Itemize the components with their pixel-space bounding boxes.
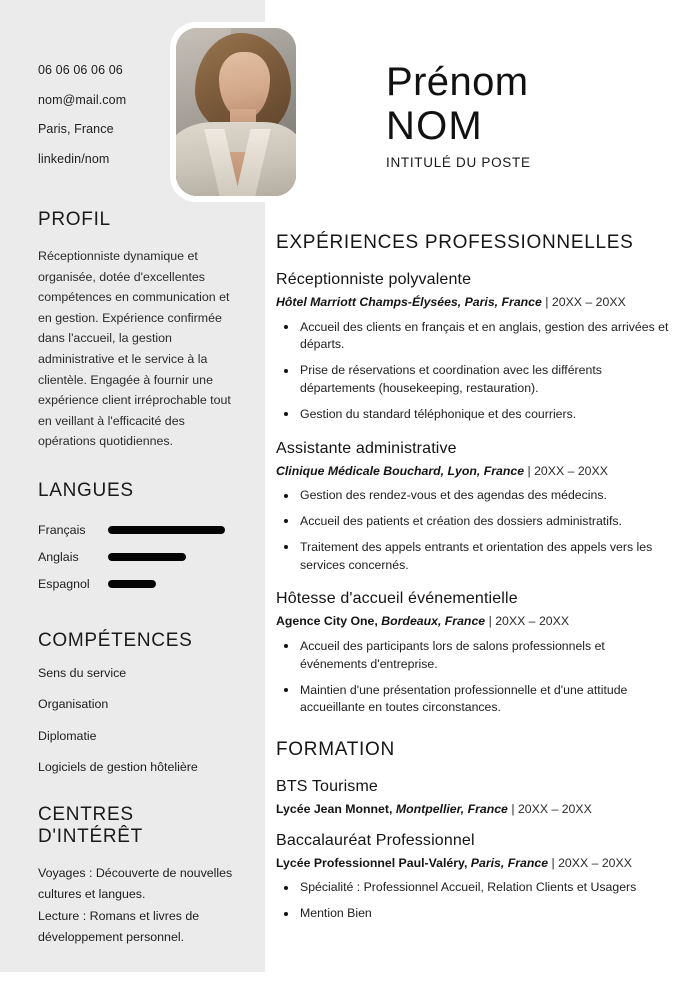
avatar xyxy=(176,28,296,196)
interest-item: Lecture : Romans et livres de développement personnel. xyxy=(38,908,200,945)
contact-email[interactable]: nom@mail.com xyxy=(38,92,127,107)
bullet-item: Gestion du standard téléphonique et des courriers. xyxy=(276,406,674,424)
header xyxy=(265,0,700,212)
competences-title: COMPÉTENCES xyxy=(38,629,193,651)
formation-entry xyxy=(276,778,674,818)
bullet-item: Prise de réservations et coordination avec les différents départements (housekeeping, restauration). xyxy=(276,362,674,398)
language-row xyxy=(38,544,237,571)
competences-section xyxy=(38,630,237,774)
last-name: NOM xyxy=(386,104,483,148)
experience-title: EXPÉRIENCES PROFESSIONNELLES xyxy=(276,232,634,253)
profil-title: PROFIL xyxy=(38,209,111,230)
langues-section xyxy=(38,480,237,598)
bullet-item: Maintien d'une présentation professionnelle et d'une attitude accueillante en toutes circonstances. xyxy=(276,682,674,718)
language-label: Espagnol xyxy=(38,577,90,592)
experience-bullets xyxy=(276,638,674,717)
interets-section xyxy=(38,804,237,949)
experience-entry xyxy=(276,590,674,717)
bullet-item: Accueil des patients et création des dossiers administratifs. xyxy=(276,513,674,531)
formation-entry xyxy=(276,832,674,923)
formation-bullets xyxy=(276,879,674,923)
language-label: Anglais xyxy=(38,550,79,565)
contact-phone: 06 06 06 06 06 xyxy=(38,63,123,77)
interest-item: Voyages : Découverte de nouvelles cultures et langues. xyxy=(38,865,233,902)
experience-entry xyxy=(276,440,674,575)
experience-dates: 20XX – 20XX xyxy=(534,463,608,478)
experience-entry xyxy=(276,271,674,424)
avatar-frame xyxy=(170,22,302,202)
experience-meta xyxy=(276,613,674,630)
skill-item: Logiciels de gestion hôtelière xyxy=(38,760,198,775)
formation-degree: BTS Tourisme xyxy=(276,778,378,796)
formation-meta xyxy=(276,801,674,818)
formation-school: Lycée Professionnel Paul-Valéry, xyxy=(276,855,468,870)
experience-meta xyxy=(276,294,674,311)
language-level-bar xyxy=(108,580,156,588)
formation-school: Lycée Jean Monnet, xyxy=(276,802,393,817)
experience-role: Hôtesse d'accueil événementielle xyxy=(276,590,518,608)
skill-item: Organisation xyxy=(38,697,109,712)
experience-organization: Hôtel Marriott Champs-Élysées, Paris, France xyxy=(276,295,542,309)
formation-location: Paris, France xyxy=(470,855,549,870)
contact-linkedin[interactable]: linkedin/nom xyxy=(38,151,110,166)
meta-separator: | xyxy=(511,802,515,817)
name-block xyxy=(386,60,531,170)
language-row xyxy=(38,517,237,544)
meta-separator: | xyxy=(545,295,549,309)
experience-role: Assistante administrative xyxy=(276,439,457,457)
language-level-bar xyxy=(108,553,186,561)
experience-meta xyxy=(276,463,674,480)
experience-dates: 20XX – 20XX xyxy=(551,295,626,309)
formation-meta xyxy=(276,855,674,872)
bullet-item: Accueil des participants lors de salons professionnels et événements d'entreprise. xyxy=(276,638,674,674)
language-level-bar xyxy=(108,526,225,534)
profil-text: Réceptionniste dynamique et organisée, dotée d'excellentes compétences en communication et en gestion. Expérience confirmée dans l'accueil, la gestion administrative et le service à la clientèle. Engagée à fournir une expérience client irréprochable tout en veillant à l'efficacité des opérations quotidiennes. xyxy=(38,249,231,449)
formation-location: Montpellier, France xyxy=(395,802,508,817)
experience-organization: Agence City One, xyxy=(276,614,378,629)
main-column xyxy=(265,212,700,937)
profil-section xyxy=(38,209,237,452)
job-title: INTITULÉ DU POSTE xyxy=(386,155,531,170)
skill-item: Sens du service xyxy=(38,665,127,680)
first-name: Prénom xyxy=(386,60,529,104)
langues-title: LANGUES xyxy=(38,479,134,501)
bullet-item: Spécialité : Professionnel Accueil, Relation Clients et Usagers xyxy=(276,879,674,897)
experience-dates: 20XX – 20XX xyxy=(495,614,570,629)
bullet-item: Traitement des appels entrants et orientation des appels vers les services concernés. xyxy=(276,539,674,575)
formation-title: FORMATION xyxy=(276,739,395,761)
formation-degree: Baccalauréat Professionnel xyxy=(276,831,475,849)
language-label: Français xyxy=(38,523,86,538)
meta-separator: | xyxy=(488,614,492,629)
experience-bullets xyxy=(276,319,674,424)
formation-dates: 20XX – 20XX xyxy=(558,855,632,870)
bullet-item: Mention Bien xyxy=(276,905,674,923)
language-row xyxy=(38,571,237,598)
bullet-item: Gestion des rendez-vous et des agendas des médecins. xyxy=(276,487,674,505)
experience-organization: Clinique Médicale Bouchard, Lyon, France xyxy=(276,463,525,478)
experience-role: Réceptionniste polyvalente xyxy=(276,271,472,288)
meta-separator: | xyxy=(551,855,555,870)
bullet-item: Accueil des clients en français et en anglais, gestion des arrivées et départs. xyxy=(276,319,674,355)
formation-dates: 20XX – 20XX xyxy=(517,802,592,817)
experience-organization-location: Bordeaux, France xyxy=(381,614,486,629)
interets-title: CENTRES D'INTÉRÊT xyxy=(38,803,143,847)
experience-bullets xyxy=(276,487,674,574)
meta-separator: | xyxy=(527,463,531,478)
skill-item: Diplomatie xyxy=(38,728,97,743)
contact-location: Paris, France xyxy=(38,122,114,136)
